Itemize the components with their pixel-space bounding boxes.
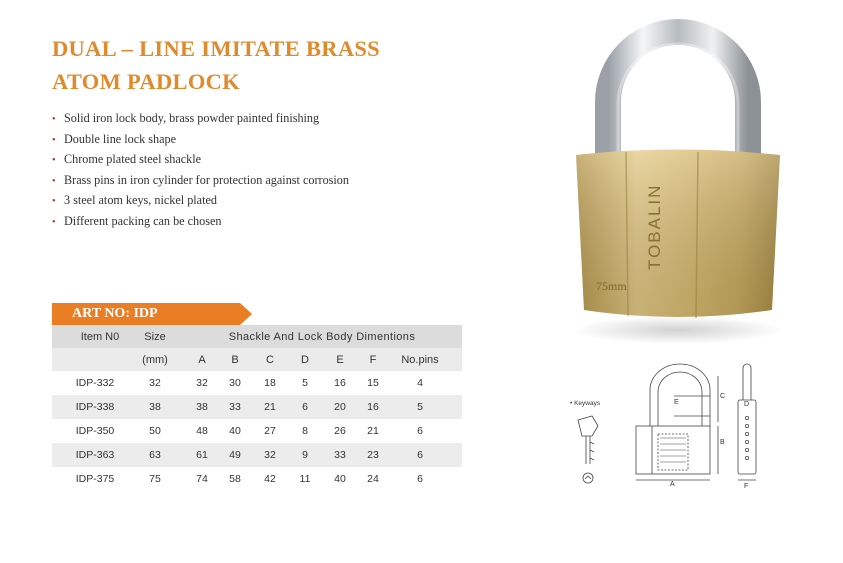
- art-number-bar: [52, 303, 462, 325]
- cell-size: 32: [149, 377, 161, 389]
- key-icon: [578, 416, 598, 483]
- subheader-f: F: [369, 353, 377, 366]
- cell-pins: 6: [417, 449, 423, 461]
- cell-b: 49: [229, 449, 241, 461]
- cell-size: 50: [149, 425, 161, 437]
- cell-c: 21: [264, 401, 276, 413]
- cell-f: 15: [367, 377, 379, 389]
- bullet-icon: •: [52, 175, 56, 187]
- cell-a: 38: [196, 401, 208, 413]
- label-b: B: [720, 439, 725, 446]
- feature-item: • Chrome plated steel shackle: [52, 149, 349, 170]
- cell-pins: 6: [417, 473, 423, 485]
- cell-b: 30: [229, 377, 241, 389]
- cell-d: 8: [302, 425, 308, 437]
- page-title: [52, 32, 432, 98]
- cell-size: 63: [149, 449, 161, 461]
- cell-b: 33: [229, 401, 241, 413]
- cell-c: 27: [264, 425, 276, 437]
- header-dimensions: Shackle And Lock Body Dimentions: [228, 330, 416, 343]
- table-row: [52, 395, 462, 419]
- feature-item: • Double line lock shape: [52, 129, 349, 150]
- bullet-icon: •: [52, 114, 56, 125]
- cell-a: 61: [196, 449, 208, 461]
- table-row: [52, 371, 462, 395]
- header-item: Item N0: [80, 330, 120, 343]
- size-mark: 75mm: [596, 279, 627, 293]
- cell-d: 6: [302, 401, 308, 413]
- title-line-2: ATOM PADLOCK: [52, 69, 240, 94]
- label-d: D: [744, 401, 750, 408]
- cell-a: 74: [196, 473, 208, 485]
- feature-item: • Solid iron lock body, brass powder painted finishing: [52, 108, 349, 129]
- label-a: A: [670, 481, 675, 488]
- title-line-1: DUAL – LINE IMITATE BRASS: [52, 36, 380, 61]
- subheader-mm: (mm): [142, 353, 168, 366]
- cell-pins: 5: [417, 401, 423, 413]
- subheader-b: B: [231, 353, 239, 366]
- subheader-a: A: [198, 353, 206, 366]
- cell-item: IDP-363: [75, 449, 115, 461]
- bullet-icon: •: [52, 155, 56, 167]
- cell-f: 23: [367, 449, 379, 461]
- subheader-c: C: [266, 353, 274, 366]
- cell-item: IDP-375: [75, 473, 115, 485]
- brand-mark: TOBALIN: [645, 183, 664, 270]
- cell-d: 9: [302, 449, 308, 461]
- cell-item: IDP-332: [75, 377, 115, 389]
- cell-size: 75: [149, 473, 161, 485]
- feature-item: • 3 steel atom keys, nickel plated: [52, 190, 349, 211]
- feature-item: • Brass pins in iron cylinder for protection against corrosion: [52, 170, 349, 191]
- cell-a: 32: [196, 377, 208, 389]
- cell-d: 11: [299, 473, 311, 485]
- feature-list: [52, 108, 349, 232]
- header-size: Size: [144, 330, 166, 343]
- art-number-label: ART NO: IDP: [52, 303, 240, 325]
- table-subheader-row: [52, 348, 462, 371]
- cell-e: 16: [334, 377, 346, 389]
- label-c: C: [720, 393, 726, 400]
- bullet-icon: •: [52, 196, 56, 208]
- lock-side-icon: [738, 364, 756, 480]
- keyways-label: • Keyways: [570, 400, 601, 407]
- padlock-image: [558, 12, 798, 352]
- cell-c: 32: [264, 449, 276, 461]
- table-row: [52, 419, 462, 443]
- cell-f: 16: [367, 401, 379, 413]
- subheader-pins: No.pins: [401, 353, 439, 366]
- cell-size: 38: [149, 401, 161, 413]
- cell-c: 18: [264, 377, 276, 389]
- shadow-shape: [573, 316, 783, 344]
- table-row: [52, 467, 462, 491]
- subheader-e: E: [336, 353, 344, 366]
- cell-e: 26: [334, 425, 346, 437]
- cell-f: 21: [367, 425, 379, 437]
- label-f: F: [744, 483, 749, 490]
- bullet-icon: •: [52, 134, 56, 146]
- cell-item: IDP-338: [75, 401, 115, 413]
- cell-f: 24: [367, 473, 379, 485]
- subheader-d: D: [301, 353, 309, 366]
- cell-pins: 4: [417, 377, 423, 389]
- feature-item: • Different packing can be chosen: [52, 211, 349, 232]
- table-row: [52, 443, 462, 467]
- cell-e: 33: [334, 449, 346, 461]
- cell-b: 40: [229, 425, 241, 437]
- dimension-diagram: [562, 360, 772, 500]
- table-header-row: [52, 325, 462, 348]
- cell-pins: 6: [417, 425, 423, 437]
- cell-d: 5: [302, 377, 308, 389]
- cell-e: 40: [334, 473, 346, 485]
- cell-c: 42: [264, 473, 276, 485]
- label-e: E: [674, 399, 679, 406]
- dimensions-table: [52, 325, 462, 491]
- cell-b: 58: [229, 473, 241, 485]
- bullet-icon: •: [52, 216, 56, 228]
- cell-e: 20: [334, 401, 346, 413]
- lock-outline-icon: [636, 364, 718, 480]
- cell-item: IDP-350: [75, 425, 115, 437]
- cell-a: 48: [196, 425, 208, 437]
